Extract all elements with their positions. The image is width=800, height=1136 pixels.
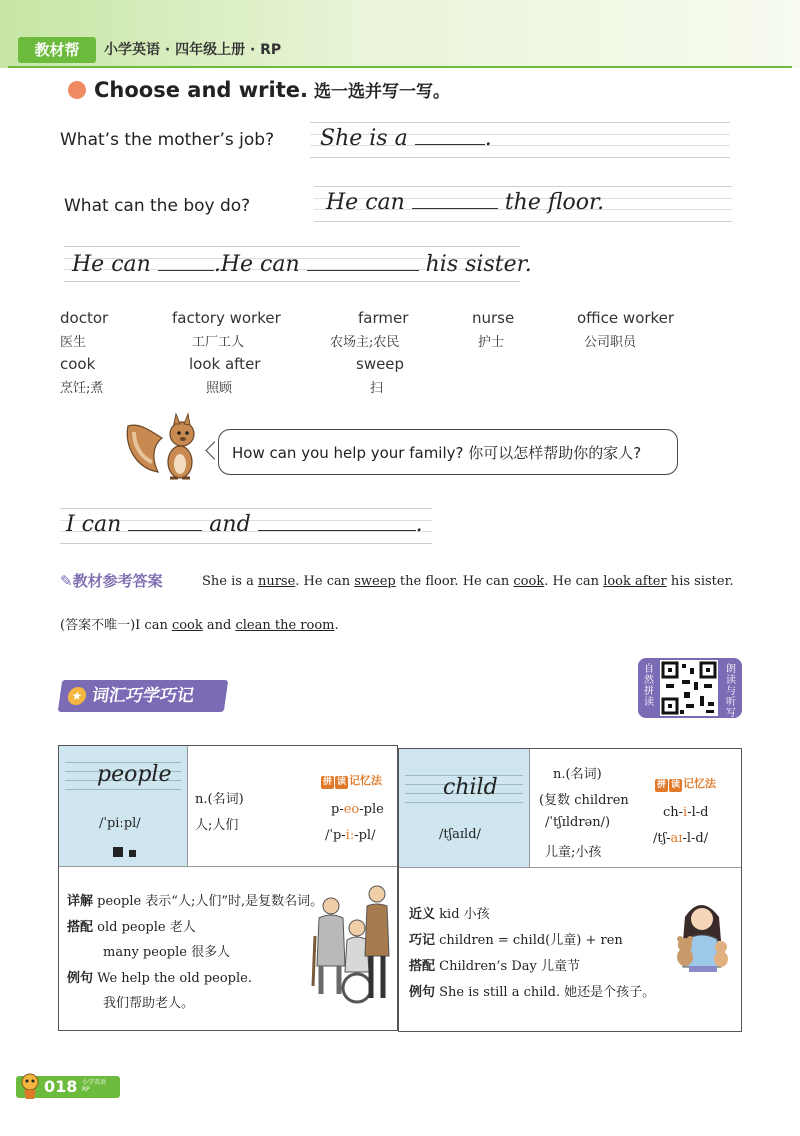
word-child: child — [443, 775, 498, 800]
reference-answer-text-2: (答案不唯一)I can cook and clean the room. — [60, 618, 339, 633]
example-child: 例句 She is still a child. 她还是个孩子。 — [409, 985, 656, 1000]
phonics-child: /tʃ-aɪ-l-d/ — [653, 831, 709, 846]
vocab-banner-text: 词汇巧学巧记 — [90, 686, 196, 706]
plural-child: (复数 children — [539, 793, 629, 808]
footer-note: 小学英语 RP — [82, 1079, 107, 1093]
girl-with-teddy-illustration — [671, 895, 735, 977]
squirrel-icon — [122, 412, 206, 486]
option-doctor: doctor — [60, 309, 109, 327]
vocab-card-people — [58, 745, 398, 1031]
detail-people: 详解 people 表示“人;人们”时,是复数名词。 — [67, 894, 324, 909]
memory-tag-people: 拼 读 记忆法 — [322, 774, 382, 787]
open-answer-prefix: I can — [66, 512, 122, 537]
answer-3-blank-2[interactable] — [307, 250, 419, 271]
answer-3-prefix: He can — [72, 252, 151, 277]
answer-3-blank-1[interactable] — [158, 250, 214, 271]
collocation-people-2: many people 很多人 — [103, 945, 231, 960]
answer-3-suffix: his sister. — [425, 252, 532, 277]
option-office-worker-cn: 公司职员 — [584, 335, 637, 350]
collocation-people-1: 搭配 old people 老人 — [67, 920, 196, 935]
star-icon: ★ — [67, 687, 88, 705]
word-panel-child — [399, 749, 530, 867]
card-divider — [59, 866, 397, 867]
meaning-child: 儿童;小孩 — [545, 845, 602, 860]
option-look-after: look after — [189, 355, 261, 373]
page-number: 018 — [44, 1077, 78, 1096]
option-farmer-cn: 农场主;农民 — [330, 335, 400, 350]
reference-answer-label — [60, 570, 163, 591]
reference-answer-text-1: She is a nurse. He can sweep the floor. He can cook. He can look after his sister. — [202, 574, 734, 589]
qr-panel[interactable] — [638, 658, 742, 718]
answer-1-blank[interactable] — [415, 124, 485, 145]
example-people-en: 例句 We help the old people. — [67, 971, 252, 986]
section-title-cn: 选一选并写一写。 — [313, 82, 450, 102]
option-sweep-cn: 扫 — [370, 381, 384, 396]
phonics-people: /ˈp-iː-pl/ — [325, 828, 376, 843]
answer-2-suffix: the floor. — [504, 190, 605, 215]
mascot-icon — [18, 1072, 42, 1100]
bullet-icon — [68, 81, 86, 99]
reference-label-text: 教材参考答案 — [72, 572, 163, 590]
vocab-banner — [58, 680, 228, 712]
option-look-after-cn: 照顾 — [206, 381, 233, 396]
word-panel-people — [59, 746, 188, 866]
memory-trick-child: 巧记 children = child(儿童) + ren — [409, 933, 623, 948]
qr-code-icon[interactable] — [660, 660, 718, 716]
pen-icon: ✎ — [60, 572, 73, 590]
option-doctor-cn: 医生 — [60, 335, 87, 350]
answer-1-suffix: . — [484, 126, 492, 151]
book-title: 小学英语 · 四年级上册 · RP — [104, 42, 282, 58]
option-nurse: nurse — [472, 309, 515, 327]
speech-bubble-text: How can you help your family? 你可以怎样帮助你的家人? — [232, 444, 642, 462]
answer-line-1 — [320, 124, 492, 151]
answer-1-prefix: She is a — [320, 126, 408, 151]
syllables-child: ch-i-l-d — [663, 805, 709, 820]
header-rule — [8, 66, 792, 68]
answer-2-prefix: He can — [326, 190, 405, 215]
option-factory-worker-cn: 工厂工人 — [192, 335, 245, 350]
pos-child: n.(名词) — [553, 767, 602, 782]
memory-tag-child: 拼 读 记忆法 — [656, 777, 716, 790]
option-office-worker: office worker — [577, 309, 675, 327]
answer-2-blank[interactable] — [412, 188, 498, 209]
option-cook-cn: 烹饪;煮 — [60, 381, 104, 396]
qr-left-label: 自然拼读 — [644, 664, 654, 708]
qr-right-label: 朗读与听写 — [726, 664, 736, 719]
answer-line-3 — [72, 250, 532, 277]
old-people-illustration — [309, 876, 393, 1008]
brand-label: 教材帮 — [18, 37, 96, 63]
option-nurse-cn: 护士 — [478, 335, 505, 350]
option-farmer: farmer — [358, 309, 409, 327]
vocab-card-child — [398, 748, 742, 1032]
phonetic-people: /ˈpiːpl/ — [99, 816, 141, 831]
open-answer-middle: and — [209, 512, 251, 537]
open-answer-blank-2[interactable] — [258, 510, 416, 531]
syllables-people: p-eo-ple — [331, 802, 384, 817]
open-answer-line — [66, 510, 423, 537]
section-title — [94, 77, 450, 102]
question-2: What can the boy do? — [64, 196, 251, 216]
option-sweep: sweep — [356, 355, 405, 373]
word-people: people — [97, 762, 172, 787]
open-answer-blank-1[interactable] — [128, 510, 202, 531]
collocation-child: 搭配 Children’s Day 儿童节 — [409, 959, 580, 974]
answer-line-2 — [326, 188, 604, 215]
meaning-people: 人;人们 — [195, 818, 239, 833]
pos-people: n.(名词) — [195, 792, 244, 807]
question-1: What’s the mother’s job? — [60, 130, 275, 150]
section-title-en: Choose and write. — [94, 78, 308, 102]
option-factory-worker: factory worker — [172, 309, 281, 327]
open-answer-suffix: . — [415, 512, 423, 537]
audio-icon[interactable] — [113, 842, 136, 861]
card-divider — [399, 867, 741, 868]
plural-phonetic-child: /ˈtʃɪldrən/) — [545, 815, 611, 830]
option-cook: cook — [60, 355, 96, 373]
answer-3-middle: .He can — [213, 252, 300, 277]
example-people-cn: 我们帮助老人。 — [103, 996, 195, 1011]
synonym-child: 近义 kid 小孩 — [409, 907, 490, 922]
phonetic-child: /tʃaɪld/ — [439, 827, 481, 842]
